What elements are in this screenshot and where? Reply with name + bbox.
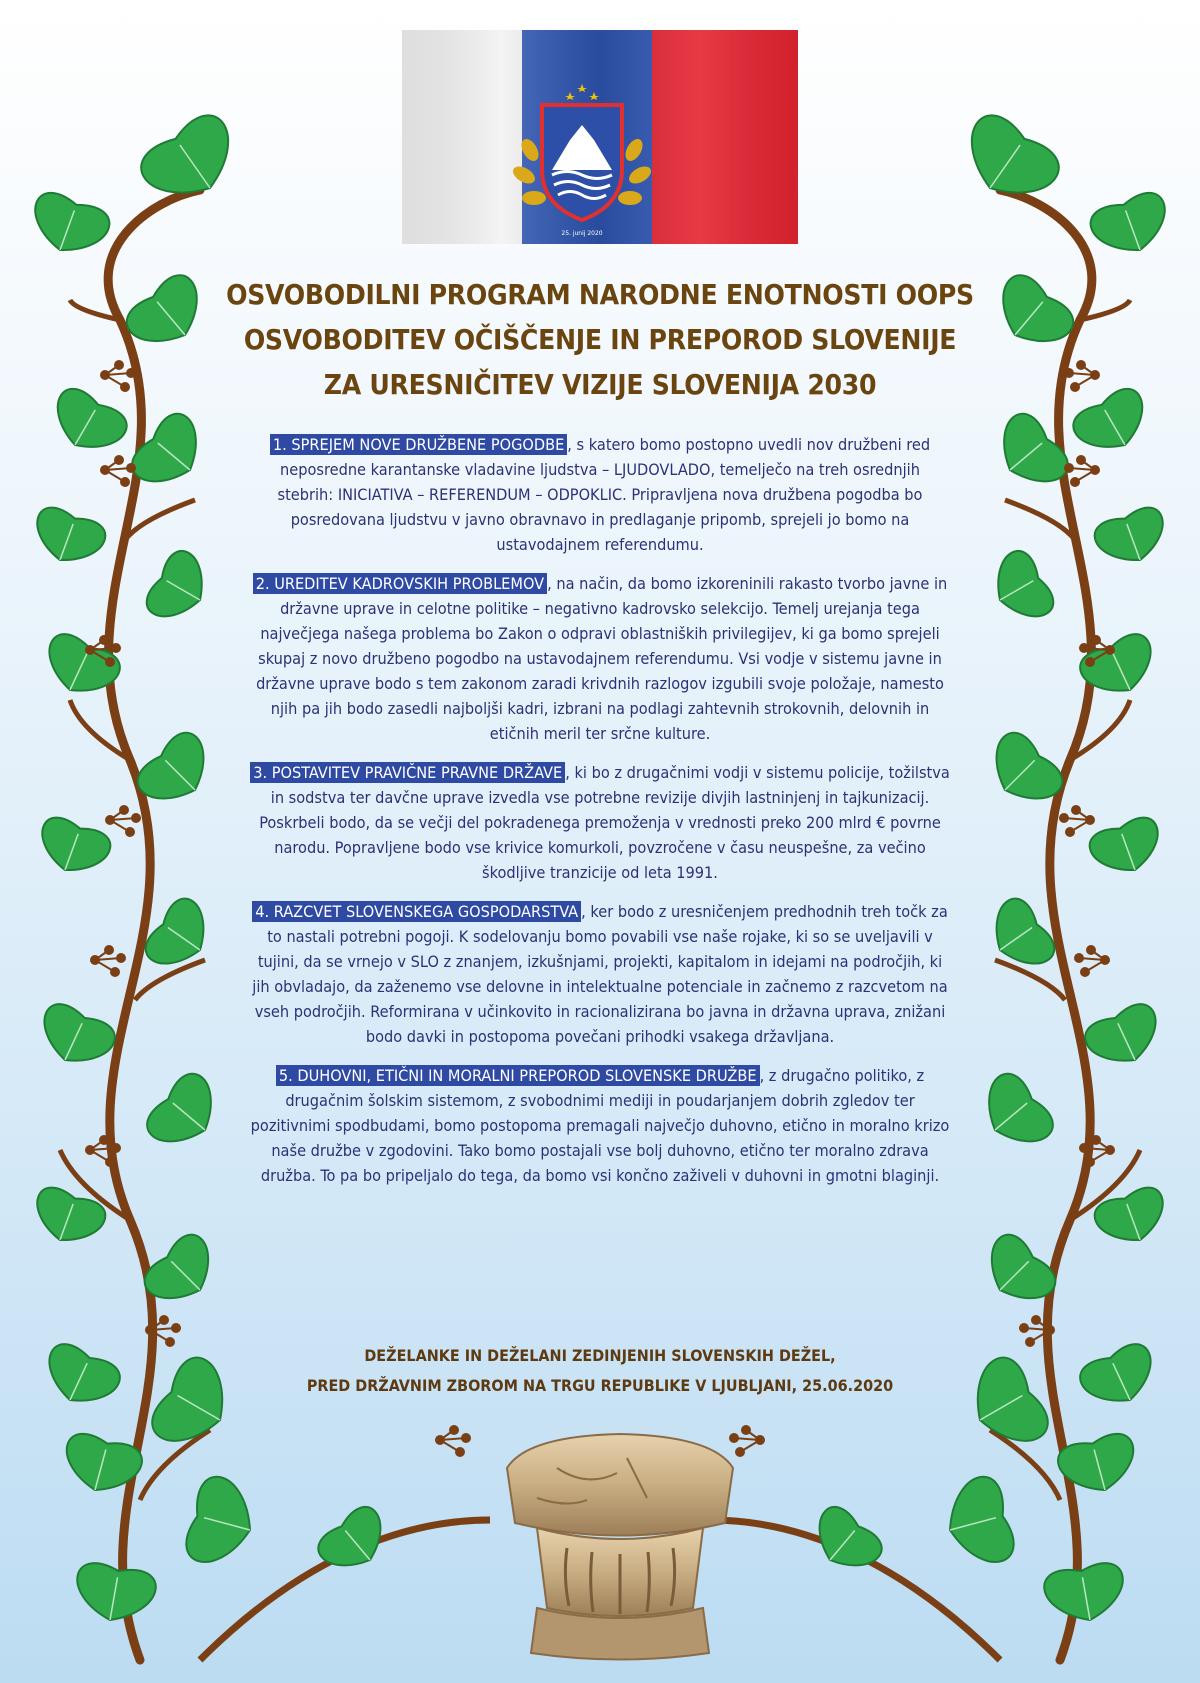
- berry: [1076, 360, 1086, 370]
- berry: [105, 1157, 115, 1167]
- berry: [120, 477, 130, 487]
- berry: [126, 463, 136, 473]
- program-point-5: [250, 1063, 950, 1188]
- berry: [1031, 1315, 1041, 1325]
- berry: [99, 635, 109, 645]
- berry: [1076, 455, 1086, 465]
- point-heading: 4. RAZCVET SLOVENSKEGA GOSPODARSTVA: [252, 901, 581, 922]
- title-line-2: OSVOBODITEV OČIŠČENJE IN PREPOROD SLOVENIJE: [243, 323, 957, 356]
- berry: [1071, 805, 1081, 815]
- point-text: , s katero bomo postopno uvedli nov družbeni red neposredne karantanske vladavine ljudstva – LJUDOVLADO, temelječo na treh osrednjih stebrih: INICIATIVA – REFERENDUM – ODPOKLIC. Pripravljena nova družbena pogodba bo posredovana ljudstvu v javno obravnavo in predlaganje pripomb, sprejeli jo bomo na ustavodajnem referendumu.: [277, 435, 931, 554]
- title-line-3: ZA URESNIČITEV VIZIJE SLOVENIJA 2030: [323, 368, 877, 401]
- program-point-4: [250, 899, 950, 1049]
- berry: [1064, 463, 1074, 473]
- slovenian-flag: [402, 30, 798, 244]
- berry: [461, 1433, 471, 1443]
- berry: [119, 805, 129, 815]
- berry: [159, 1315, 169, 1325]
- vine-tendril: [135, 960, 205, 1000]
- emblem-caption: 25. junij 2020: [561, 230, 603, 237]
- berry: [1085, 1157, 1095, 1167]
- berry: [116, 953, 126, 963]
- program-point-1: [250, 432, 950, 557]
- berry: [1086, 945, 1096, 955]
- berry: [131, 813, 141, 823]
- footer-line-2: PRED DRŽAVNIM ZBOROM NA TRGU REPUBLIKE V LJUBLJANI, 25.06.2020: [306, 1376, 894, 1395]
- berry: [165, 1337, 175, 1347]
- berry: [104, 945, 114, 955]
- point-text: , na način, da bomo izkoreninili rakasto tvorbo javne in državne uprave in celotne politike – negativno kadrovsko selekcijo. Temelj urejanja tega največjega našega problema bo Zakon o odpravi oblastniških privilegijev, ki ga bomo sprejeli skupaj z novo družbeno pogodbo na ustavodajnem referendumu. Vsi vodje v sistemu javne in državne uprave bodo s tem zakonom zaradi krivdnih razlogov izgubili svoje položaje, namesto njih pa jih bodo zasedli najboljši kadri, izbrani na podlagi zahtevnih strokovnih, delovnih in etičnih meril ter srčne kulture.: [256, 574, 948, 743]
- berry: [1079, 643, 1089, 653]
- point-heading: 1. SPREJEM NOVE DRUŽBENE POGODBE: [270, 434, 567, 455]
- berry: [111, 1143, 121, 1153]
- berry: [1079, 1143, 1089, 1153]
- berry: [1080, 967, 1090, 977]
- point-text: , ki bo z drugačnimi vodji v sistemu policije, tožilstva in sodstva ter davčne uprave izvedla vse potrebne revizije divjih lastninjenj in tajkunizacij. Poskrbeli bodo, da se večji del pokradenega premoženja v vrednosti preko 200 mlrd € povrne narodu. Popravljene bodo vse krivice komurkoli, povzročene v času neuspešne, za večino škodljive tranzicije od leta 1991.: [259, 763, 950, 882]
- berry: [1074, 953, 1084, 963]
- berry: [449, 1425, 459, 1435]
- berry: [1019, 1323, 1029, 1333]
- vine-tendril: [995, 960, 1065, 1000]
- berry: [120, 382, 130, 392]
- point-heading: 5. DUHOVNI, ETIČNI IN MORALNI PREPOROD SLOVENSKE DRUŽBE: [276, 1065, 760, 1086]
- berry: [1091, 1135, 1101, 1145]
- berry: [455, 1447, 465, 1457]
- point-heading: 2. UREDITEV KADROVSKIH PROBLEMOV: [253, 573, 547, 594]
- point-text: , ker bodo z uresničenjem predhodnih treh točk za to nastali potrebni pogoji. K sodelovanju bomo povabili vse naše rojake, ki so se uveljavili v tujini, da se vrnejo v SLO z znanjem, izkušnjami, projekti, kapitalom in idejami na področjih, ki jih obvladajo, da zaženemo vse delovne in intelektualne potenciale in začnemo z razcvetom na vseh področjih. Reformirana v učinkovito in racionalizirana bo javna in državna uprava, znižani bodo davki in postopoma povečani prihodki vsakega državljana.: [252, 902, 948, 1046]
- berry: [1064, 368, 1074, 378]
- berry: [1085, 657, 1095, 667]
- berry: [99, 1135, 109, 1145]
- berry: [125, 827, 135, 837]
- berry: [105, 657, 115, 667]
- berry: [1059, 813, 1069, 823]
- title-line-1: OSVOBODILNI PROGRAM NARODNE ENOTNOSTI OOPS: [226, 278, 974, 311]
- berry: [114, 360, 124, 370]
- footer-signature: [250, 1341, 950, 1401]
- footer-line-1: DEŽELANKE IN DEŽELANI ZEDINJENIH SLOVENSKIH DEŽEL,: [364, 1346, 836, 1365]
- program-points: [250, 432, 950, 1202]
- stone-capital-icon: [497, 1428, 743, 1666]
- berry: [126, 368, 136, 378]
- program-point-2: [250, 571, 950, 746]
- berry: [114, 455, 124, 465]
- berry: [1065, 827, 1075, 837]
- point-heading: 3. POSTAVITEV PRAVIČNE PRAVNE DRŽAVE: [250, 762, 565, 783]
- berry: [111, 643, 121, 653]
- berry: [171, 1323, 181, 1333]
- berry: [1070, 382, 1080, 392]
- berry: [1070, 477, 1080, 487]
- point-text: , z drugačno politiko, z drugačnim šolskim sistemom, z svobodnimi mediji in poudarjanjem dobrih zgledov ter pozitivnimi spodbudami, bomo postopoma premagali največjo duhovno, etično in moralno krizo naše družbe v zgodovini. Tako bomo postajali vse bolj duhovno, etično ter moralno zdrava družba. To pa bo pripeljalo do tega, da bomo vsi končno zaživeli v duhovni in gmotni blaginji.: [250, 1066, 950, 1185]
- berry: [1025, 1337, 1035, 1347]
- berry: [1091, 635, 1101, 645]
- program-point-3: [250, 760, 950, 885]
- page-title: [220, 272, 980, 407]
- berry: [110, 967, 120, 977]
